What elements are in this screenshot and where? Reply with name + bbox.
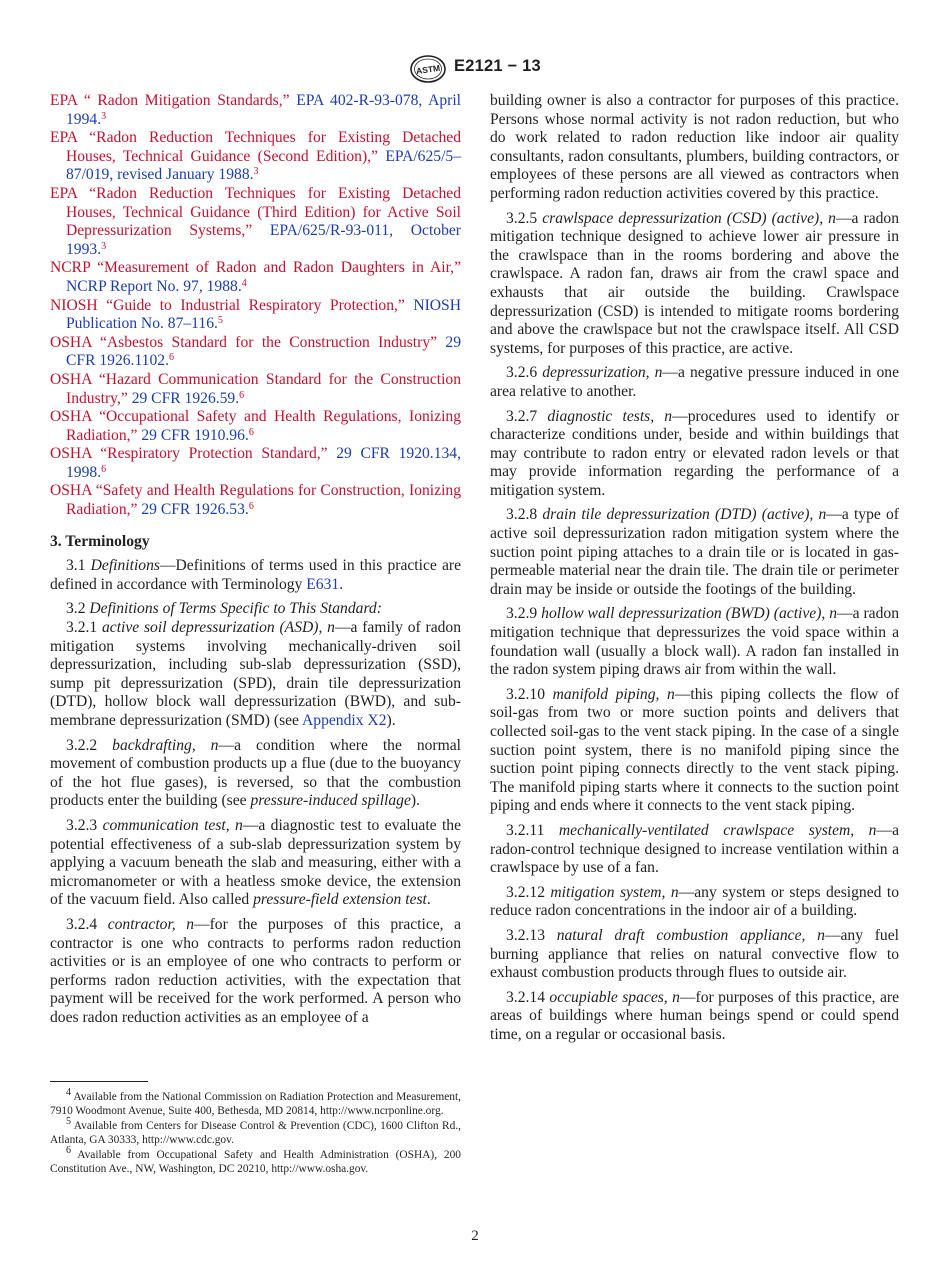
term: natural draft combustion appliance, n — [556, 926, 825, 944]
definition-paragraph: 3.2.13 natural draft combustion appliance, n—any fuel burning appliance that relies on natural convective flow to exhaust combustion products through flues to outside air. — [490, 926, 899, 982]
term: active soil depressurization (ASD), n — [101, 619, 335, 637]
definition-paragraph: 3.2.9 hollow wall depressurization (BWD) (active), n—a radon mitigation technique that depressurizes the void space within a foundation wall (usually a block wall). A radon fan installed in the radon system piping draws air from within the wall. — [490, 605, 899, 679]
reference-item — [50, 408, 461, 445]
reference-item — [50, 185, 461, 259]
term: diagnostic tests, n — [547, 407, 673, 425]
reference-title: OSHA “Safety and Health Regulations for Construction, Ionizing Radiation,” — [50, 482, 461, 519]
footnote-ref: 6 — [101, 463, 107, 475]
astm-logo-text: ASTM — [415, 62, 441, 77]
reference-title: OSHA “Respiratory Protection Standard,” — [50, 445, 337, 463]
reference-link[interactable]: NCRP Report No. 97, 1988. — [66, 277, 242, 295]
term: pressure-induced spillage — [250, 792, 411, 810]
footnote-ref: 5 — [217, 315, 223, 327]
definition-paragraph: 3.2.8 drain tile depressurization (DTD) (active), n—a type of active soil depressurization radon mitigation system where the suction point piping attaches to a drain tile or is located in gas-permeable material near the drain tile. The drain tile or perimeter drain may be inside or outside the footings of the building. — [490, 506, 899, 598]
footnote-marker: 5 — [66, 1115, 71, 1127]
reference-item — [50, 334, 461, 371]
definition-paragraph: 3.2.7 diagnostic tests, n—procedures used to identify or characterize conditions under, beside and within buildings that may contribute to radon entry or elevated radon levels or that may provide information regarding the performance of a mitigation system. — [490, 407, 899, 499]
reference-item — [50, 259, 461, 296]
footnote-ref: 3 — [101, 110, 107, 122]
reference-item — [50, 297, 461, 334]
footnote: $^5$ Available from Centers for Disease Control & Prevention (CDC), 1600 Clifton Rd., Atlanta, GA 30333, http://www.cdc.gov. — [50, 1115, 461, 1147]
definition-paragraph: 3.2.10 manifold piping, n—this piping collects the flow of soil-gas from two or more suction points and delivers that collected soil-gas to the vent stack piping. In the case of a single suction point system, there is no manifold piping since the suction point piping connects directly to the vent stack piping. The manifold piping starts where it connects to the suction point piping and ends where it connects to the vent stack piping. — [490, 685, 900, 815]
footnotes — [50, 1087, 461, 1176]
terminology-link[interactable]: E631 — [306, 575, 340, 593]
reference-link[interactable]: 29 CFR 1910.96. — [141, 426, 249, 444]
term: occupiable spaces, n — [549, 988, 680, 1006]
footnote: $^6$ Available from Occupational Safety and Health Administration (OSHA), 200 Constitution Ave., NW, Washington, DC 20210, http://www.osha.gov. — [50, 1144, 461, 1176]
definition-paragraph: building owner is also a contractor for purposes of this practice. Persons whose normal activity is not radon reduction, but who do work related to radon reduction like indoor air quality consultants, radon consultants, plumbers, building contractors, or employees of these persons are all viewed as contractors when performing radon reduction activities covered by this practice. — [490, 92, 899, 202]
reference-title: NCRP “Measurement of Radon and Radon Daughters in Air,” — [50, 259, 461, 277]
reference-link[interactable]: NIOSH Publication No. 87–116. — [66, 296, 461, 333]
definition-paragraph: 3.2.3 communication test, n—a diagnostic test to evaluate the potential effectiveness of a sub-slab depressurization system by applying a vacuum beneath the slab and measuring, either with a micromanometer or with a heatless smoke device, the extension of the vacuum field. Also called pressure-field extension test. — [50, 816, 462, 909]
definition-paragraph: 3.2.12 mitigation system, n—any system or steps designed to reduce radon concentrations in the indoor air of a building. — [490, 883, 899, 920]
reference-item — [50, 445, 461, 482]
definition-paragraph: 3.2 Definitions of Terms Specific to This Standard: — [66, 600, 382, 618]
reference-item — [50, 129, 461, 185]
page-number: 2 — [471, 1228, 479, 1244]
reference-title: OSHA “Asbestos Standard for the Construction Industry” — [50, 333, 446, 351]
reference-link[interactable]: 29 CFR 1926.53. — [141, 501, 249, 519]
definition-paragraph: 3.2.4 contractor, n—for the purposes of this practice, a contractor is one who contracts to performs radon reduction activities or is an employee of one who contracts to perform or performs radon reduction activities, with the expectation that payment will be received for the work performed. A person who does radon reduction activities as an employee of a — [50, 915, 461, 1026]
footnote-ref: 4 — [241, 277, 247, 289]
reference-link[interactable]: 29 CFR 1926.1102. — [66, 333, 461, 370]
reference-title: EPA “Radon Reduction Techniques for Existing Detached Houses, Technical Guidance (Third Edition) for Active Soil Depressurization Systems,” — [50, 184, 461, 240]
term: hollow wall depressurization (BWD) (active), n — [541, 605, 838, 623]
reference-title: OSHA “Hazard Communication Standard for the Construction Industry,” — [50, 370, 461, 407]
reference-title: EPA “ Radon Mitigation Standards,” — [50, 92, 297, 109]
definition-paragraph: 3.1 Definitions—Definitions of terms used in this practice are defined in accordance with Terminology E631. — [50, 557, 461, 593]
term: backdrafting, n — [112, 736, 219, 754]
definition-paragraph: 3.2.14 occupiable spaces, n—for purposes of this practice, are areas of buildings where human beings spend or could spend time, on a regular or occasional basis. — [490, 988, 899, 1043]
reference-link[interactable]: EPA 402-R-93-078, April 1994. — [66, 92, 461, 128]
footnote-marker: 6 — [66, 1144, 71, 1156]
footnote-ref: 6 — [168, 352, 174, 364]
footnote-ref: 6 — [248, 501, 254, 513]
reference-item — [50, 92, 461, 129]
reference-link[interactable]: EPA/625/5–87/019, revised January 1988. — [66, 147, 461, 184]
section-heading: 3. Terminology — [50, 532, 150, 550]
reference-title: EPA “Radon Reduction Techniques for Existing Detached Houses, Technical Guidance (Second Edition),” — [50, 129, 461, 165]
reference-link[interactable]: 29 CFR 1920.134, 1998. — [66, 445, 461, 481]
reference-item — [50, 371, 461, 408]
astm-logo-icon — [408, 54, 448, 84]
term: crawlspace depressurization (CSD) (active), n — [542, 209, 836, 227]
reference-title: NIOSH “Guide to Industrial Respiratory Protection,” — [50, 296, 414, 314]
reference-title: OSHA “Occupational Safety and Health Regulations, Ionizing Radiation,” — [50, 408, 461, 444]
definition-paragraph: 3.2.5 crawlspace depressurization (CSD) (active), n—a radon mitigation technique designed to achieve lower air pressure in the crawlspace than in the rooms bordering and above the crawlspace. A radon fan, draws air from the crawl space and exhausts that air outside the building. Crawlspace depressurization (CSD) is intended to mitigate rooms bordering and above the crawlspace but not the crawlspace itself. All CSD systems, for purposes of this practice, are active. — [490, 209, 900, 357]
definition-paragraph: 3.2.2 backdrafting, n—a condition where the normal movement of combustion products up a flue (due to the buoyancy of the hot flue gases), is reversed, so that the combustion products enter the building (see pressure-induced spillage). — [50, 736, 461, 810]
term: depressurization, n — [542, 364, 663, 382]
term: drain tile depressurization (DTD) (active), n — [542, 506, 827, 524]
reference-list — [50, 92, 461, 520]
footnote-ref: 3 — [101, 240, 107, 252]
term: contractor, n — [107, 915, 195, 933]
left-column — [50, 92, 461, 1034]
reference-item — [50, 482, 461, 519]
term: Definitions — [90, 557, 160, 575]
footnote-ref: 3 — [253, 166, 259, 178]
footnote: $^4$ Available from the National Commission on Radiation Protection and Measurement, 7910 Woodmont Avenue, Suite 400, Bethesda, MD 20814, http://www.ncrponline.org. — [50, 1087, 461, 1118]
term: manifold piping, n — [552, 685, 675, 703]
term: communication test, n — [102, 816, 243, 834]
footnote-ref: 6 — [239, 389, 245, 401]
term: mitigation system, n — [550, 883, 679, 901]
footnote-marker: 4 — [66, 1087, 71, 1098]
definition-paragraph: 3.2.1 active soil depressurization (ASD), n—a family of radon mitigation systems involving mechanically-driven soil depressurization, including sub-slab depressurization (SSD), sump pit depressurization (SPD), drain tile depressurization (DTD), hollow block wall depressurization (BWD), and sub-membrane depressurization (SMD) (see Appendix X2). — [50, 619, 462, 729]
reference-link[interactable]: 29 CFR 1926.59. — [131, 389, 240, 407]
footnote-divider — [50, 1081, 148, 1082]
term: pressure-field extension test — [253, 891, 427, 909]
term: mechanically-ventilated crawlspace system, n — [558, 821, 877, 839]
definition-paragraph: 3.2.6 depressurization, n—a negative pressure induced in one area relative to another. — [490, 364, 899, 400]
term: Definitions of Terms Specific to This Standard: — [89, 600, 382, 618]
footnote-ref: 6 — [248, 426, 254, 438]
page-header — [0, 48, 950, 88]
definition-paragraph: 3.2.11 mechanically-ventilated crawlspace system, n—a radon-control technique designed to increase ventilation within a crawlspace by use of a fan. — [490, 821, 899, 877]
document-number: E2121 − 13 — [454, 57, 541, 75]
reference-link[interactable]: EPA/625/R-93-011, October 1993. — [66, 222, 461, 258]
appendix-link[interactable]: Appendix X2 — [302, 712, 387, 729]
right-column — [490, 92, 899, 1051]
